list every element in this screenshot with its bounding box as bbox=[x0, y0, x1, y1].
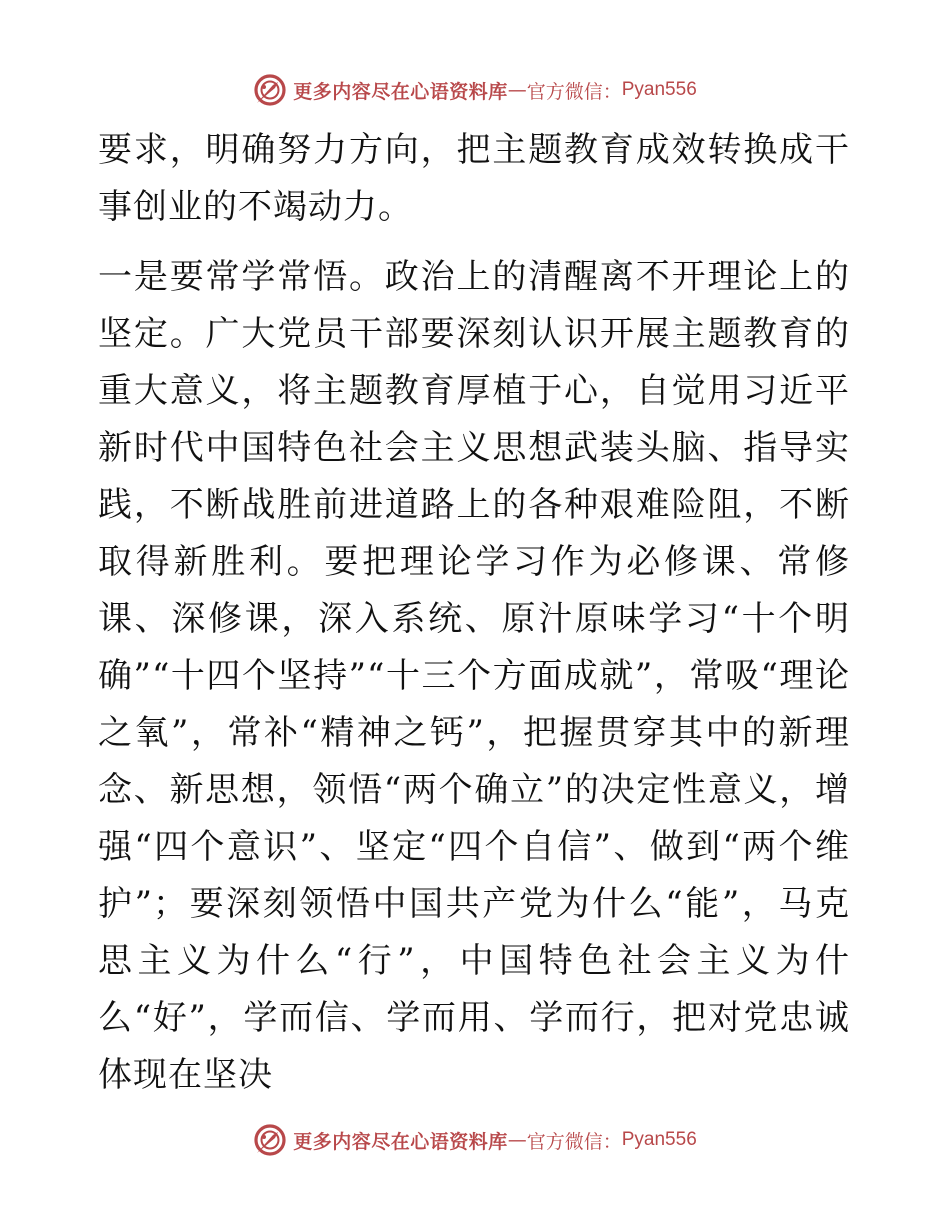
banner-account-id: Pyan556 bbox=[621, 1129, 697, 1150]
footer-banner bbox=[0, 1120, 950, 1160]
paragraph-1: 要求，明确努力方向，把主题教育成效转换成干事创业的不竭动力。 bbox=[98, 130, 850, 227]
banner-account-id: Pyan556 bbox=[621, 79, 697, 100]
document-body bbox=[98, 122, 850, 1104]
pen-logo-icon bbox=[253, 73, 287, 107]
paragraph-2: 一是要常学常悟。政治上的清醒离不开理论上的坚定。广大党员干部要深刻认识开展主题教育的重大意义，将主题教育厚植于心，自觉用习近平新时代中国特色社会主义思想武装头脑、指导实践，不断战胜前进道路上的各种艰难险阻，不断取得新胜利。要把理论学习作为必修课、常修课、深修课，深入系统、原汁原味学习“十个明确”“十四个坚持”“十三个方面成就”，常吸“理论之氧”，常补“精神之钙”，把握贯穿其中的新理念、新思想，领悟“两个确立”的决定性意义，增强“四个意识”、坚定“四个自信”、做到“两个维护”；要深刻领悟中国共产党为什么“能”，马克思主义为什么“行”，中国特色社会主义为什么“好”，学而信、学而用、学而行，把对党忠诚体现在坚决 bbox=[98, 257, 850, 1095]
pen-logo-icon bbox=[253, 1123, 287, 1157]
banner-title: 更多内容尽在心语资料库 bbox=[293, 80, 508, 103]
banner-account-label: 官方微信： bbox=[526, 1130, 622, 1153]
banner-account-label: 官方微信： bbox=[526, 80, 622, 103]
banner-separator: — bbox=[507, 79, 527, 101]
header-banner bbox=[0, 70, 950, 110]
banner-title: 更多内容尽在心语资料库 bbox=[293, 1130, 508, 1153]
banner-separator: — bbox=[507, 1129, 527, 1151]
